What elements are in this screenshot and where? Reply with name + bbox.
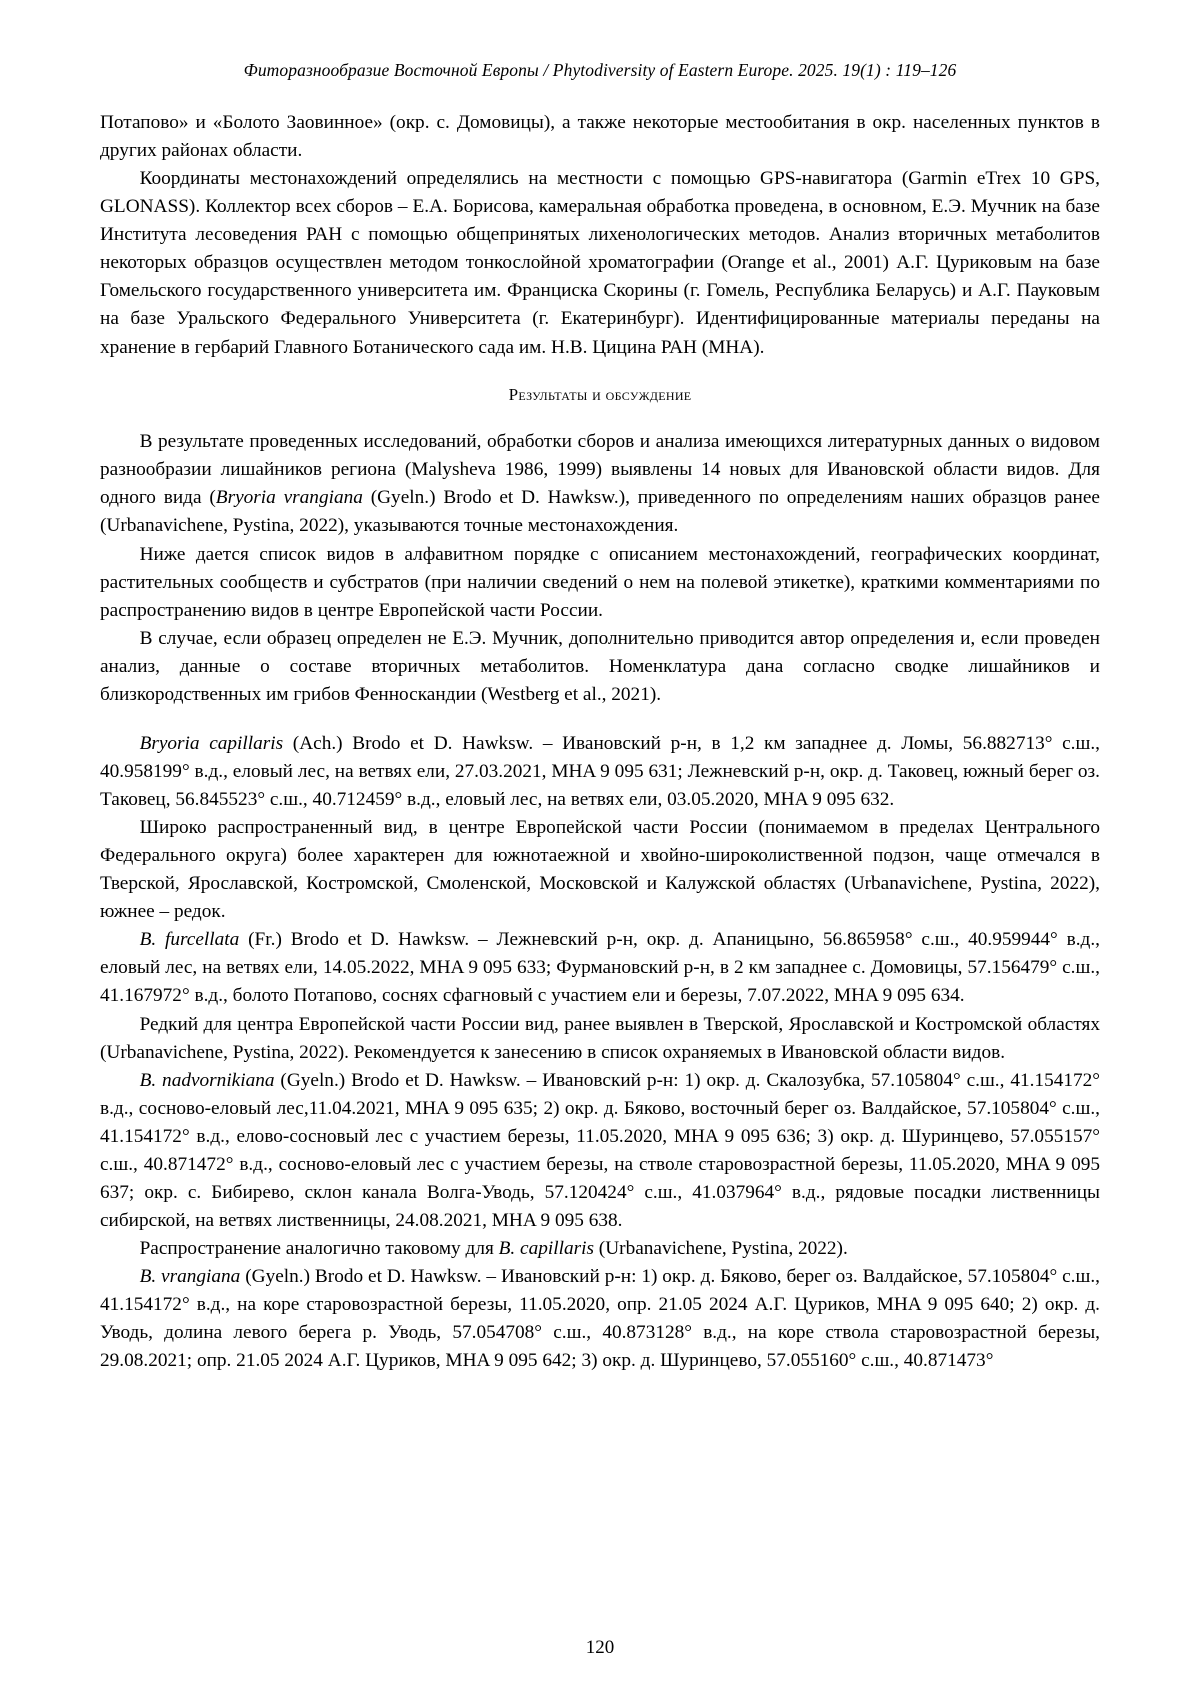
- paragraph-results-intro: [100, 428, 1100, 540]
- species-name-b-capillaris-ref: B. capillaris: [498, 1238, 594, 1260]
- species-details: (Ach.) Brodo et D. Hawksw. – Ивановский р-н, в 1,2 км западнее д. Ломы, 56.882713° с.ш., 40.958199° в.д., еловый лес, на ветвях ели, 27.03.2021, MHA 9 095 631; Лежневский р-н, окр. д. Таковец, южный берег оз. Таковец, 56.845523° с.ш., 40.712459° в.д., еловый лес, на ветвях ели, 03.05.2020, MHA 9 095 632.: [100, 732, 1100, 811]
- paragraph-furcellata-distribution: Редкий для центра Европейской части России вид, ранее выявлен в Тверской, Ярославской и Костромской областях (Urbanavichene, Pystina, 2022). Рекомендуется к занесению в список охраняемых в Ивановской области видов.: [100, 1013, 1100, 1063]
- species-details: (Gyeln.) Brodo et D. Hawksw. – Ивановский р-н: 1) окр. д. Скалозубка, 57.105804° с.ш., 41.154172° в.д., сосново-еловый лес,11.04.2021, MHA 9 095 635; 2) окр. д. Бяково, восточный берег оз. Валдайское, 57.105804° с.ш., 41.154172° в.д., елово-сосновый лес с участием березы, 11.05.2020, MHA 9 095 636; 3) окр. д. Шуринцево, 57.055157° с.ш., 40.871472° в.д., сосново-еловый лес с участием березы, на стволе старовозрастной березы, 11.05.2020, MHA 9 095 637; окр. с. Бибирево, склон канала Волга-Уводь, 57.120424° с.ш., 41.037964° в.д., рядовые посадки лиственницы сибирской, на ветвях лиственницы, 24.08.2021, MHA 9 095 638.: [100, 1069, 1100, 1231]
- page-number: 120: [585, 1637, 615, 1658]
- species-details: (Fr.) Brodo et D. Hawksw. – Лежневский р-н, окр. д. Апаницыно, 56.865958° с.ш., 40.959944° в.д., еловый лес, на ветвях ели, 14.05.2022, MHA 9 095 633; Фурмановский р-н, в 2 км западнее с. Домовицы, 57.156479° с.ш., 41.167972° в.д., болото Потапово, соснях сфагновый с участием ели и березы, 7.07.2022, MHA 9 095 634.: [100, 929, 1100, 1007]
- paragraph-methods-coordinates: Координаты местонахождений определялись на местности с помощью GPS-навигатора (Garmin eTrex 10 GPS, GLONASS). Коллектор всех сборов – Е.А. Борисова, камеральная обработка проведена, в основном, Е.Э. Мучник на базе Института лесоведения РАН с помощью общепринятых лихенологических методов. Анализ вторичных метаболитов некоторых образцов осуществлен методом тонкослойной хроматографии (Orange et al., 2001) А.Г. Цуриковым на базе Гомельского государственного университета им. Франциска Скорины (г. Гомель, Республика Беларусь) и А.Г. Пауковым на базе Уральского Федерального Университета (г. Екатеринбург). Идентифицированные материалы переданы на хранение в гербарий Главного Ботанического сада им. Н.В. Цицина РАН (MHA).: [100, 168, 1100, 358]
- species-name-bryoria-capillaris: Bryoria capillaris: [139, 732, 284, 754]
- species-name-bryoria-vrangiana: Bryoria vrangiana: [215, 487, 363, 509]
- text-fragment: (Gyeln.) Brodo et D. Hawksw.), приведенного по определениям наших образцов ранее (Urbanavichene, Pystina, 2022), указываются точные местонахождения.: [100, 487, 1100, 537]
- running-head: Фиторазнообразие Восточной Европы / Phytodiversity of Eastern Europe. 2025. 19(1) : 119–126: [243, 60, 957, 80]
- text-fragment: В результате проведенных исследований, обработки сборов и анализа имеющихся литературных данных о видовом разнообразии лишайников региона (Malysheva 1986, 1999) выявлены 14 новых для Ивановской области видов. Для одного вида (: [100, 431, 1100, 509]
- paragraph-nadvornikiana-distribution: [100, 1235, 1100, 1263]
- species-entry-b-furcellata: [100, 926, 1100, 1010]
- paragraph-capillaris-distribution: Широко распространенный вид, в центре Европейской части России (понимаемом в пределах Центрального Федерального округа) более характерен для южнотаежной и хвойно-широколиственной подзон, чаще отмечался в Тверской, Ярославской, Костромской, Смоленской, Московской и Калужской областях (Urbanavichene, Pystina, 2022), южнее – редок.: [100, 817, 1100, 923]
- article-body: [100, 109, 1100, 1375]
- species-entry-b-vrangiana: [100, 1263, 1100, 1375]
- section-heading-results: Результаты и обсуждение: [508, 384, 692, 404]
- species-name-b-vrangiana: B. vrangiana: [139, 1266, 241, 1288]
- species-entry-bryoria-capillaris: [100, 730, 1100, 814]
- species-name-b-nadvornikiana: B. nadvornikiana: [139, 1069, 275, 1091]
- paragraph-nomenclature: В случае, если образец определен не Е.Э. Мучник, дополнительно приводится автор определения и, если проведен анализ, данные о составе вторичных метаболитов. Номенклатура дана согласно сводке лишайников и близкородственных им грибов Фенноскандии (Westberg et al., 2021).: [100, 627, 1100, 705]
- species-entry-b-nadvornikiana: [100, 1067, 1100, 1235]
- species-name-b-furcellata: B. furcellata: [139, 929, 240, 951]
- text-fragment: Распространение аналогично таковому для: [139, 1238, 499, 1260]
- paragraph-continuation: Потапово» и «Болото Заовинное» (окр. с. Домовицы), а также некоторые местообитания в окр. населенных пунктов в других районах области.: [100, 112, 1100, 162]
- paragraph-list-description: Ниже дается список видов в алфавитном порядке с описанием местонахождений, географических координат, растительных сообществ и субстратов (при наличии сведений о нем на полевой этикетке), краткими комментариями по распространению видов в центре Европейской части России.: [100, 543, 1100, 621]
- text-fragment: (Urbanavichene, Pystina, 2022).: [593, 1238, 848, 1260]
- species-details: (Gyeln.) Brodo et D. Hawksw. – Ивановский р-н: 1) окр. д. Бяково, берег оз. Валдайское, 57.105804° с.ш., 41.154172° в.д., на коре старовозрастной березы, 11.05.2020, опр. 21.05 2024 А.Г. Цуриков, MHA 9 095 640; 2) окр. д. Уводь, долина левого берега р. Уводь, 57.054708° с.ш., 40.873128° в.д., на коре ствола старовозрастной березы, 29.08.2021; опр. 21.05 2024 А.Г. Цуриков, MHA 9 095 642; 3) окр. д. Шуринцево, 57.055160° с.ш., 40.871473°: [100, 1266, 1100, 1372]
